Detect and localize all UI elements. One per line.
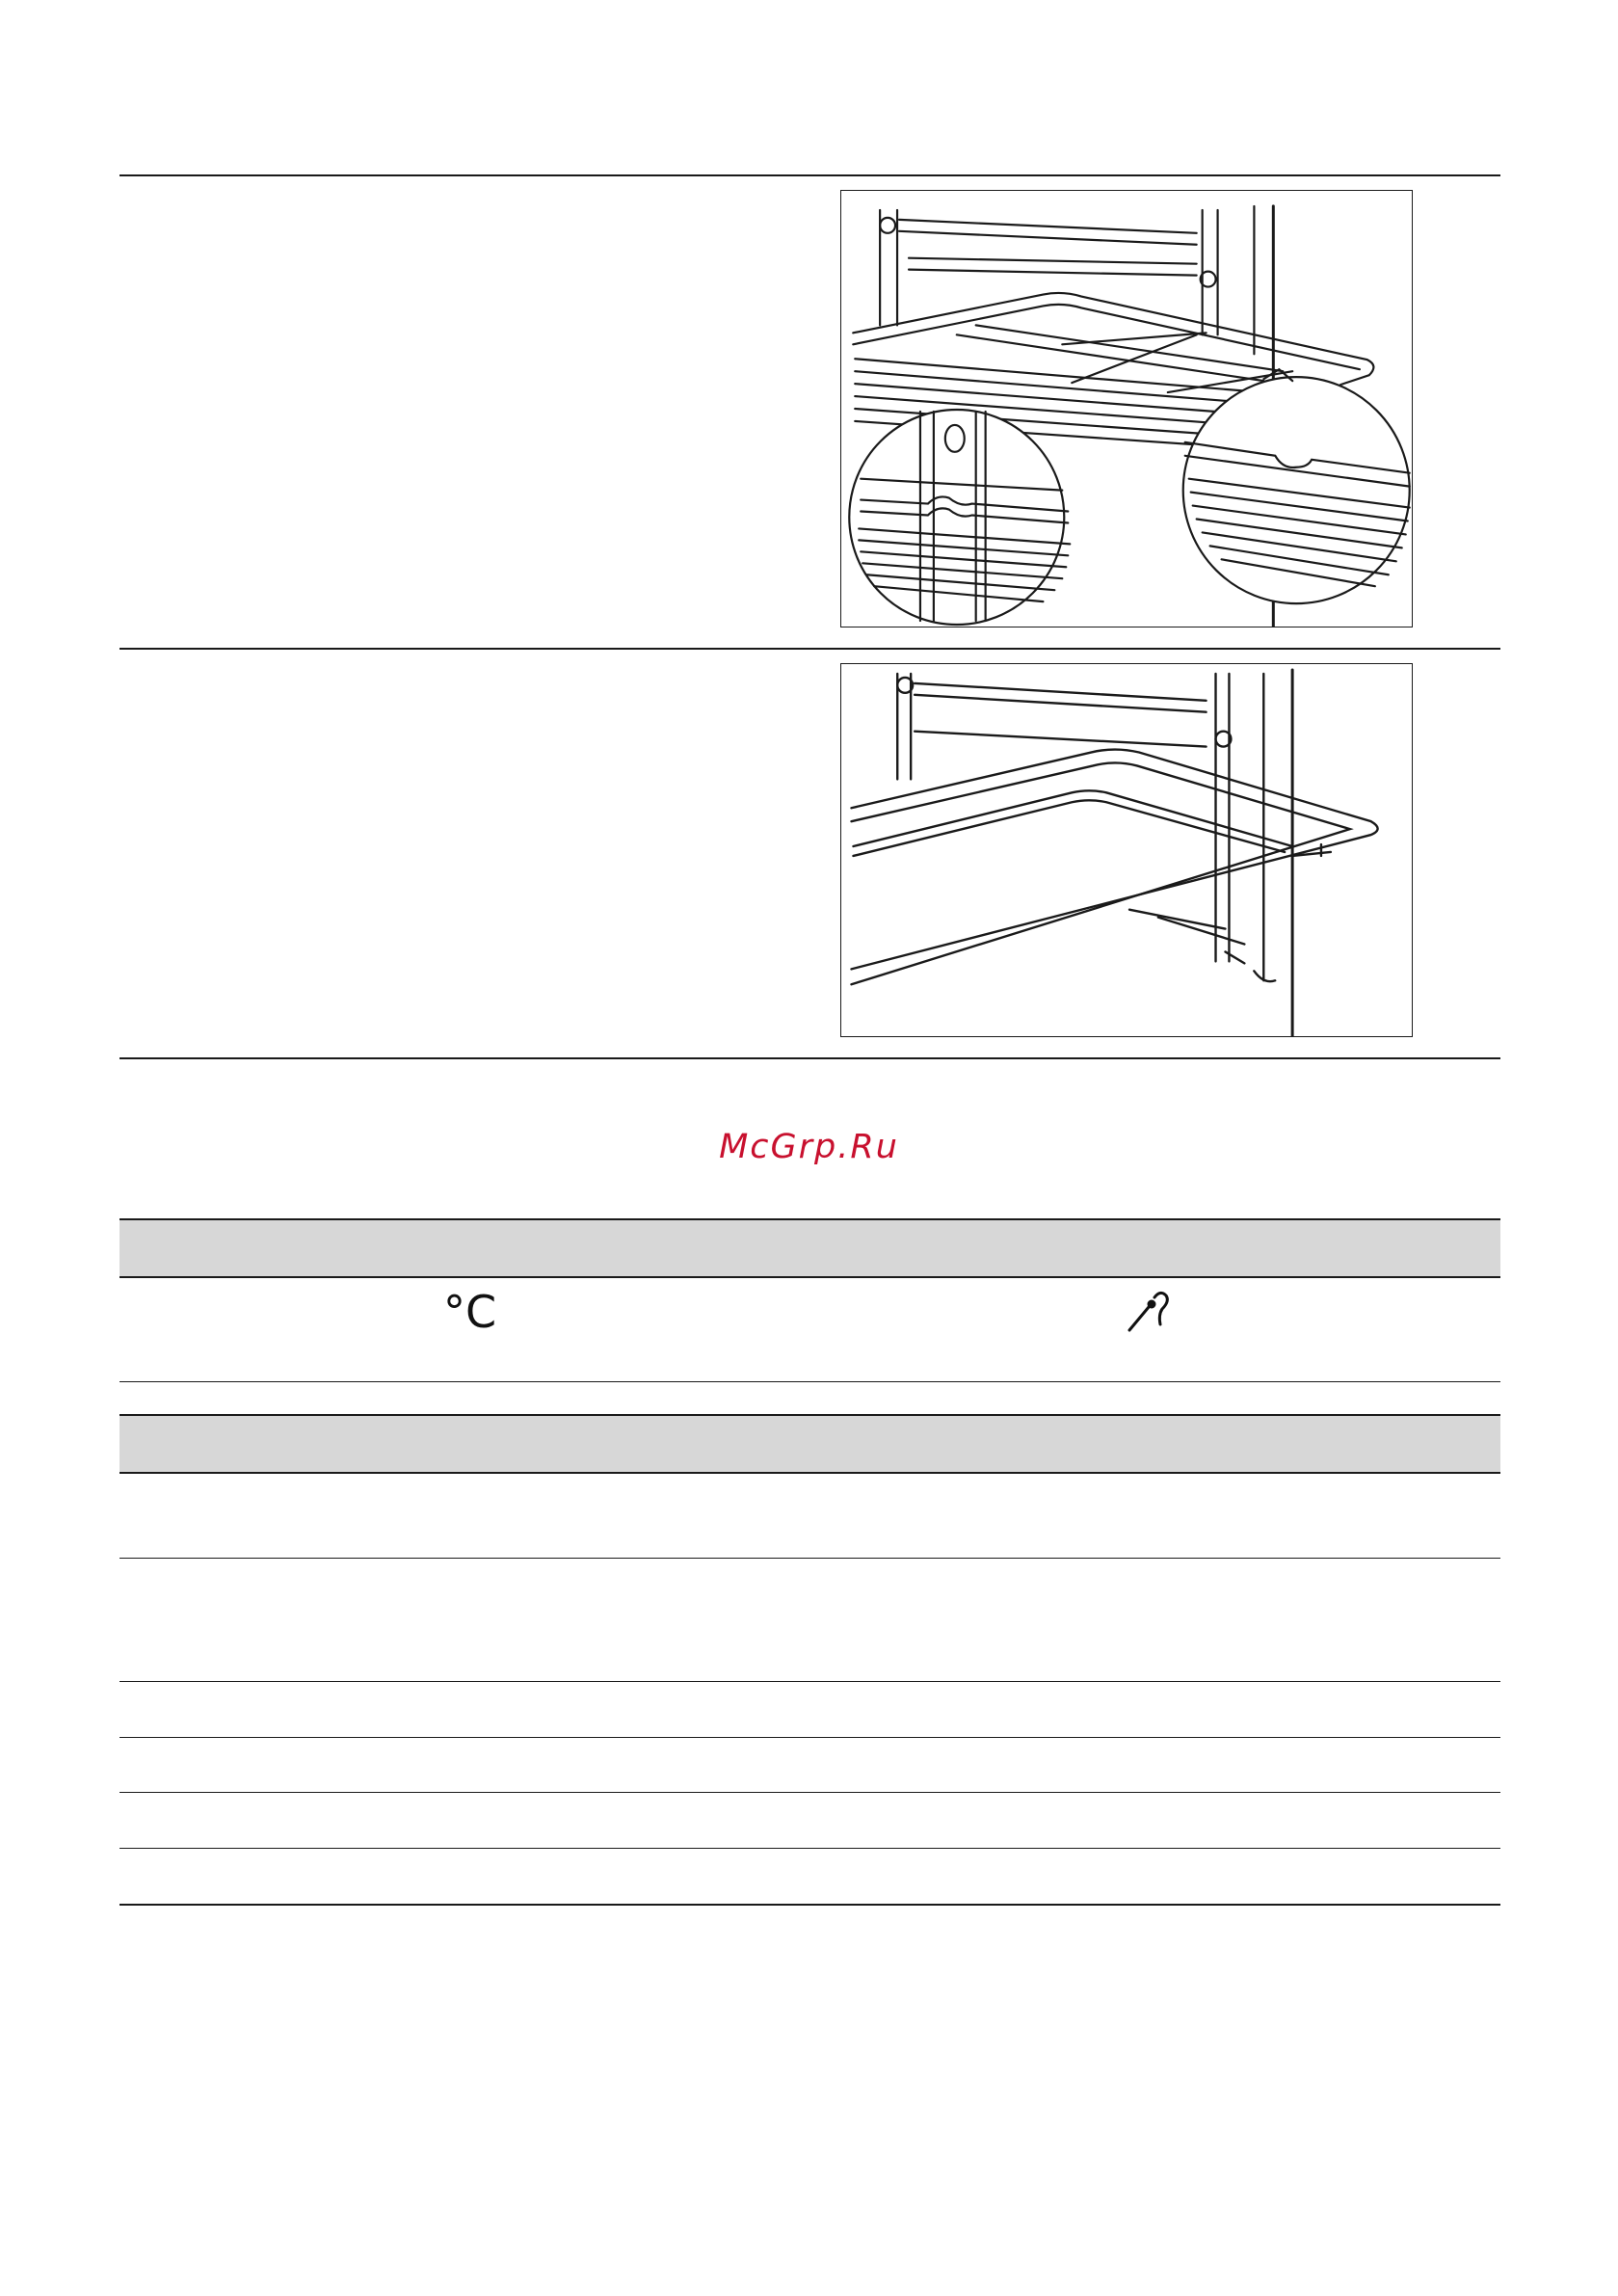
table-row-divider (119, 1792, 1500, 1793)
oven-baking-tray-illustration (841, 664, 1412, 1036)
table-bottom-rule (119, 1904, 1500, 1906)
table-row-divider (119, 1381, 1500, 1382)
watermark-text: McGrp.Ru (719, 1128, 899, 1166)
table-header-band (119, 1414, 1500, 1474)
meat-probe-icon (1126, 1290, 1174, 1334)
shelf-installation-figure (840, 190, 1413, 627)
oven-wire-shelf-illustration (841, 191, 1412, 627)
section-divider-middle (119, 648, 1500, 650)
table-row-divider (119, 1558, 1500, 1559)
tray-installation-figure (840, 663, 1413, 1037)
table-row-divider (119, 1681, 1500, 1682)
table-header-band (119, 1218, 1500, 1278)
section-divider-top (119, 174, 1500, 176)
table-row-divider (119, 1848, 1500, 1849)
temperature-symbol: °C (443, 1286, 497, 1338)
table-row-divider (119, 1737, 1500, 1738)
section-divider-bottom (119, 1057, 1500, 1059)
